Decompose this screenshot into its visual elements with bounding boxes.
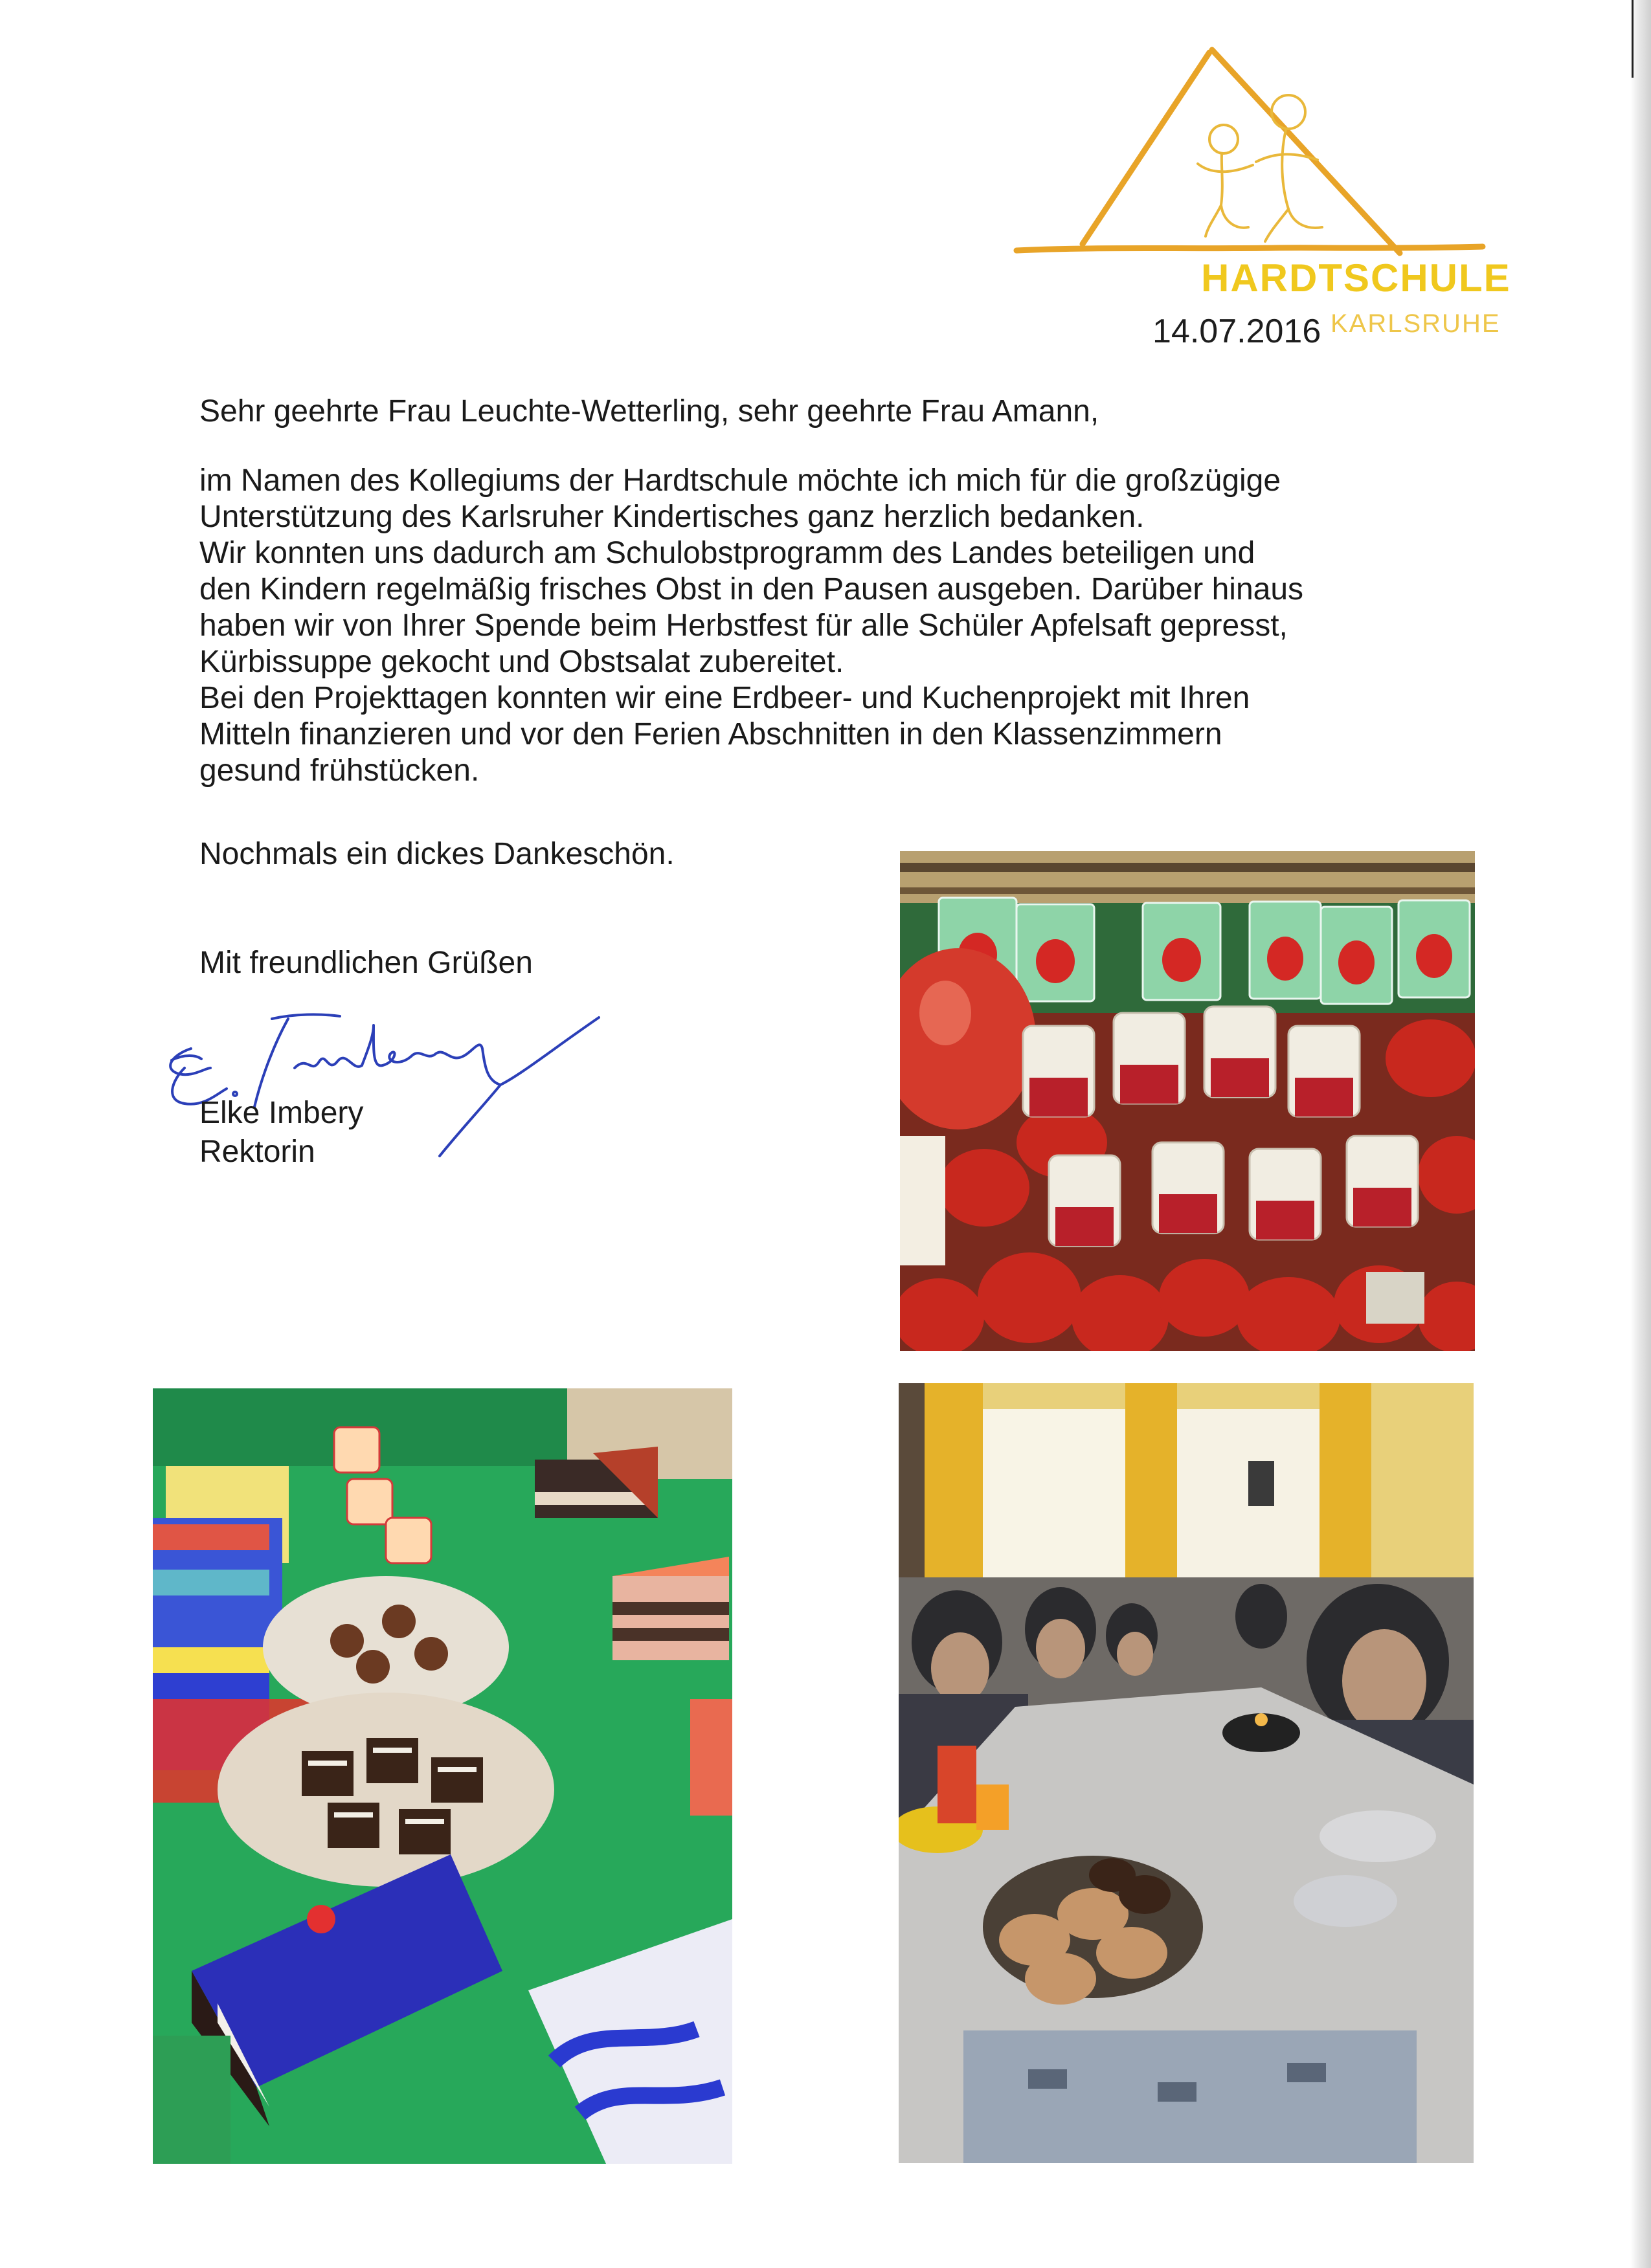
salutation: Sehr geehrte Frau Leuchte-Wetterling, sehr geehrte Frau Amann, [199, 394, 1099, 428]
body-line: im Namen des Kollegiums der Hardtschule möchte ich mich für die großzügige [199, 463, 1281, 498]
body-line: Bei den Projekttagen konnten wir eine Erdbeer- und Kuchenprojekt mit Ihren [199, 681, 1250, 715]
body-line: Wir konnten uns dadurch am Schulobstprogramm des Landes beteiligen und [199, 536, 1255, 570]
logo-name: HARDTSCHULE [1201, 256, 1511, 300]
signer-name: Elke Imbery [199, 1096, 364, 1130]
body-line: Kürbissuppe gekocht und Obstsalat zubereitet. [199, 645, 844, 679]
body-line: Unterstützung des Karlsruher Kindertisches ganz herzlich bedanken. [199, 500, 1145, 534]
body-line: Mitteln finanzieren und vor den Ferien Abschnitten in den Klassenzimmern [199, 717, 1222, 751]
closing-line: Mit freundlichen Grüßen [199, 946, 533, 980]
photo-classroom-breakfast [899, 1383, 1474, 2163]
letter-date: 14.07.2016 [1152, 313, 1321, 350]
body-paragraph [199, 463, 1303, 789]
body-line: den Kindern regelmäßig frisches Obst in den Pausen ausgeben. Darüber hinaus [199, 572, 1304, 606]
scan-edge [1630, 0, 1651, 2268]
thanks-line: Nochmals ein dickes Dankeschön. [199, 837, 675, 871]
photo-cake-table [153, 1388, 732, 2164]
logo-city: KARLSRUHE [1331, 309, 1501, 338]
body-line: gesund frühstücken. [199, 753, 480, 788]
scan-edge-line [1632, 0, 1634, 78]
body-line: haben wir von Ihrer Spende beim Herbstfest für alle Schüler Apfelsaft gepresst, [199, 608, 1288, 643]
signer-title: Rektorin [199, 1135, 315, 1169]
photo-strawberries-jam [900, 851, 1475, 1351]
